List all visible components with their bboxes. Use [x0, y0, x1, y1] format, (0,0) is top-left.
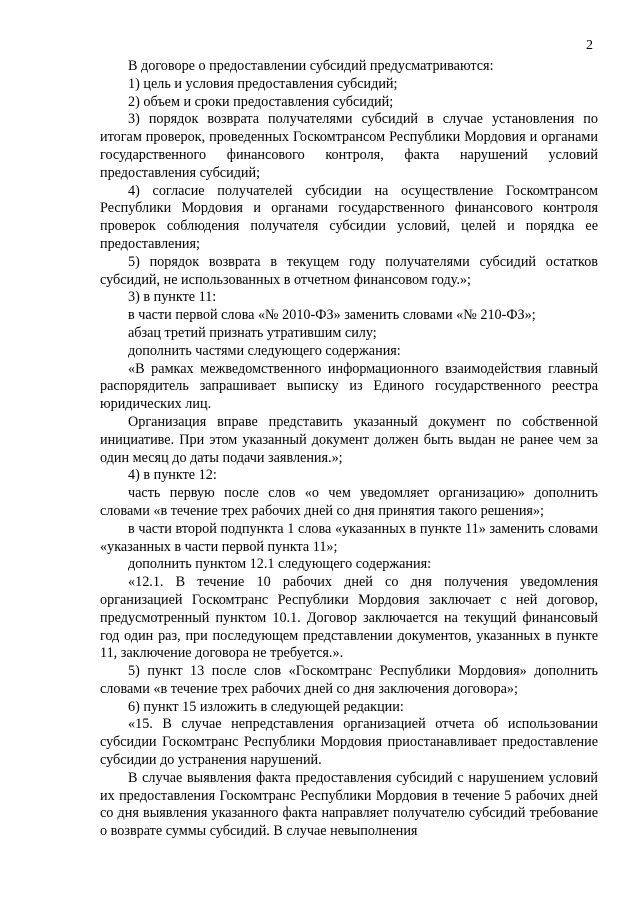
- paragraph: в части второй подпункта 1 слова «указанных в пункте 11» заменить словами «указанных в части первой пункта 11»;: [100, 520, 598, 555]
- paragraph: 3) порядок возврата получателями субсидий в случае установления по итогам проверок, проведенных Госкомтрансом Республики Мордовия и органами государственного финансового контроля, факта нарушений условий предоставления субсидий;: [100, 111, 598, 181]
- document-body: [100, 58, 598, 841]
- paragraph: 5) пункт 13 после слов «Госкомтранс Республики Мордовия» дополнить словами «в течение трех рабочих дней со дня заключения договора»;: [100, 663, 598, 697]
- paragraph: «15. В случае непредставления организацией отчета об использовании субсидии Госкомтранс Республики Мордовия приостанавливает предоставление субсидии до устранения нарушений.: [100, 716, 598, 769]
- paragraph: 1) цель и условия предоставления субсидий;: [128, 75, 398, 92]
- paragraph: В договоре о предоставлении субсидий предусматриваются:: [128, 58, 494, 74]
- paragraph: 5) порядок возврата в текущем году получателями субсидий остатков субсидий, не использованных в отчетном финансовом году.»;: [100, 253, 598, 288]
- paragraph: 4) согласие получателей субсидии на осуществление Госкомтрансом Республики Мордовия и органами государственного финансового контроля проверок соблюдения получателя субсидии условий, целей и порядка ее предоставления;: [100, 182, 598, 252]
- paragraph: 3) в пункте 11:: [128, 289, 217, 306]
- paragraph: 4) в пункте 12:: [128, 467, 217, 484]
- paragraph: в части первой слова «№ 2010-ФЗ» заменить словами «№ 210-ФЗ»;: [128, 307, 536, 324]
- paragraph: часть первую после слов «о чем уведомляет организацию» дополнить словами «в течение трех рабочих дней со дня принятия такого решения»;: [100, 485, 598, 519]
- paragraph: абзац третий признать утратившим силу;: [128, 324, 377, 341]
- paragraph: Организация вправе представить указанный документ по собственной инициативе. При этом указанный документ должен быть выдан не ранее чем за один месяц до даты подачи заявления.»;: [100, 413, 598, 466]
- paragraph: дополнить пунктом 12.1 следующего содержания:: [128, 556, 432, 573]
- paragraph: В случае выявления факта предоставления субсидий с нарушением условий их предоставления Госкомтранс Республики Мордовия в течение 5 рабочих дней со дня выявления указанного факта направляет получателю субсидий требование о возврате суммы субсидий. В случае невыполнения: [100, 769, 598, 840]
- paragraph: 6) пункт 15 изложить в следующей редакции:: [128, 698, 404, 715]
- paragraph: дополнить частями следующего содержания:: [128, 342, 401, 359]
- paragraph: 2) объем и сроки предоставления субсидий;: [128, 93, 394, 110]
- paragraph: «В рамках межведомственного информационного взаимодействия главный распорядитель запрашивает выписку из Единого государственного реестра юридических лиц.: [100, 360, 598, 413]
- paragraph: «12.1. В течение 10 рабочих дней со дня получения уведомления организацией Госкомтранс Республики Мордовия заключает с ней договор, предусмотренный пунктом 10.1. Договор заключается на текущий финансовый год один раз, при последующем представлении документов, указанных в пункте 11, заключение договора не требуется.».: [100, 574, 598, 662]
- page-number: 2: [586, 38, 593, 53]
